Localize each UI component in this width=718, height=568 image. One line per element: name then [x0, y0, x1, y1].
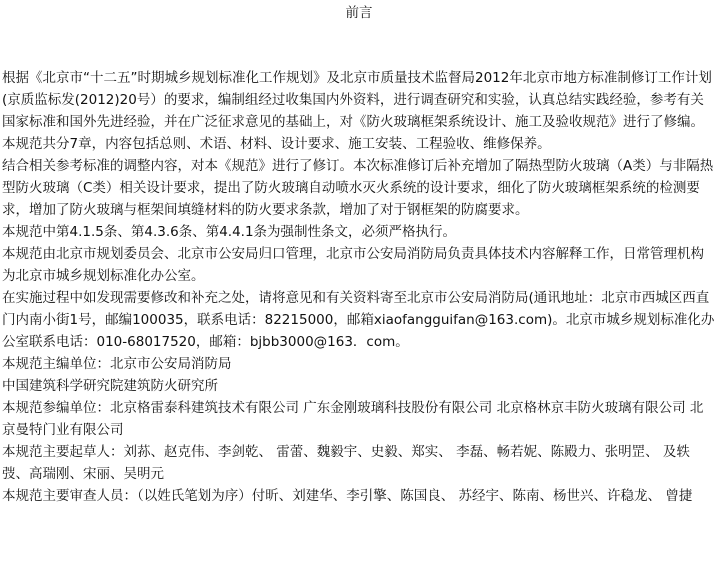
- paragraph-participating-units: 本规范参编单位：北京格雷泰科建筑技术有限公司 广东金刚玻璃科技股份有限公司 北京格林京丰防火玻璃有限公司 北京曼特门业有限公司: [2, 400, 704, 438]
- paragraph-mandatory-clauses: 本规范中第4.1.5条、第4.3.6条、第4.4.1条为强制性条文，必须严格执行。: [2, 224, 457, 240]
- paragraph-revision: 结合相关参考标准的调整内容，对本《规范》进行了修订。本次标准修订后补充增加了隔热型防火玻璃（A类）与非隔热型防火玻璃（C类）相关设计要求，提出了防火玻璃自动喷水灭火系统的设计要求，细化了防火玻璃框架系统的检测要求，增加了防火玻璃与框架间填缝材料的防火要求条款，增加了对于钢框架的防腐要求。: [2, 158, 714, 218]
- paragraph-basis: 根据《北京市“十二五”时期城乡规划标准化工作规划》及北京市质量技术监督局2012年北京市地方标准制修订工作计划(京质监标发(2012)20号）的要求，编制组经过收集国内外资料，进行调查研究和实验，认真总结实践经验，参考有关国家标准和国外先进经验，并在广泛征求意见的基础上，对《防火玻璃框架系统设计、施工及验收规范》进行了修编。: [2, 70, 712, 130]
- paragraph-chief-editor: 本规范主编单位：北京市公安局消防局: [2, 356, 232, 372]
- paragraph-chapters: 本规范共分7章，内容包括总则、术语、材料、设计要求、施工安装、工程验收、维修保养。: [2, 136, 551, 152]
- page-title: 前言: [345, 5, 373, 21]
- paragraph-feedback-contact: 在实施过程中如发现需要修改和补充之处，请将意见和有关资料寄至北京市公安局消防局(通讯地址：北京市西城区西直门内南小街1号，邮编100035，联系电话：82215000，邮箱xiaofangguifan@163.com)。北京市城乡规划标准化办公室联系电话：010-68017520，邮箱：bjbb3000@163．com。: [2, 290, 715, 350]
- paragraph-reviewers: 本规范主要审查人员：（以姓氏笔划为序）付昕、刘建华、李引擎、陈国良、 苏经宇、陈南、杨世兴、许稳龙、 曾捷: [2, 488, 693, 504]
- paragraph-research-institute: 中国建筑科学研究院建筑防火研究所: [2, 378, 218, 394]
- paragraph-management: 本规范由北京市规划委员会、北京市公安局归口管理，北京市公安局消防局负责具体技术内容解释工作，日常管理机构为北京市城乡规划标准化办公室。: [2, 246, 704, 284]
- paragraph-drafters: 本规范主要起草人：刘荪、赵克伟、李剑乾、 雷蕾、魏毅宇、史毅、郑实、 李磊、畅若妮、陈殿力、张明罡、 及轶弢、高瑞刚、宋丽、吴明元: [2, 444, 690, 482]
